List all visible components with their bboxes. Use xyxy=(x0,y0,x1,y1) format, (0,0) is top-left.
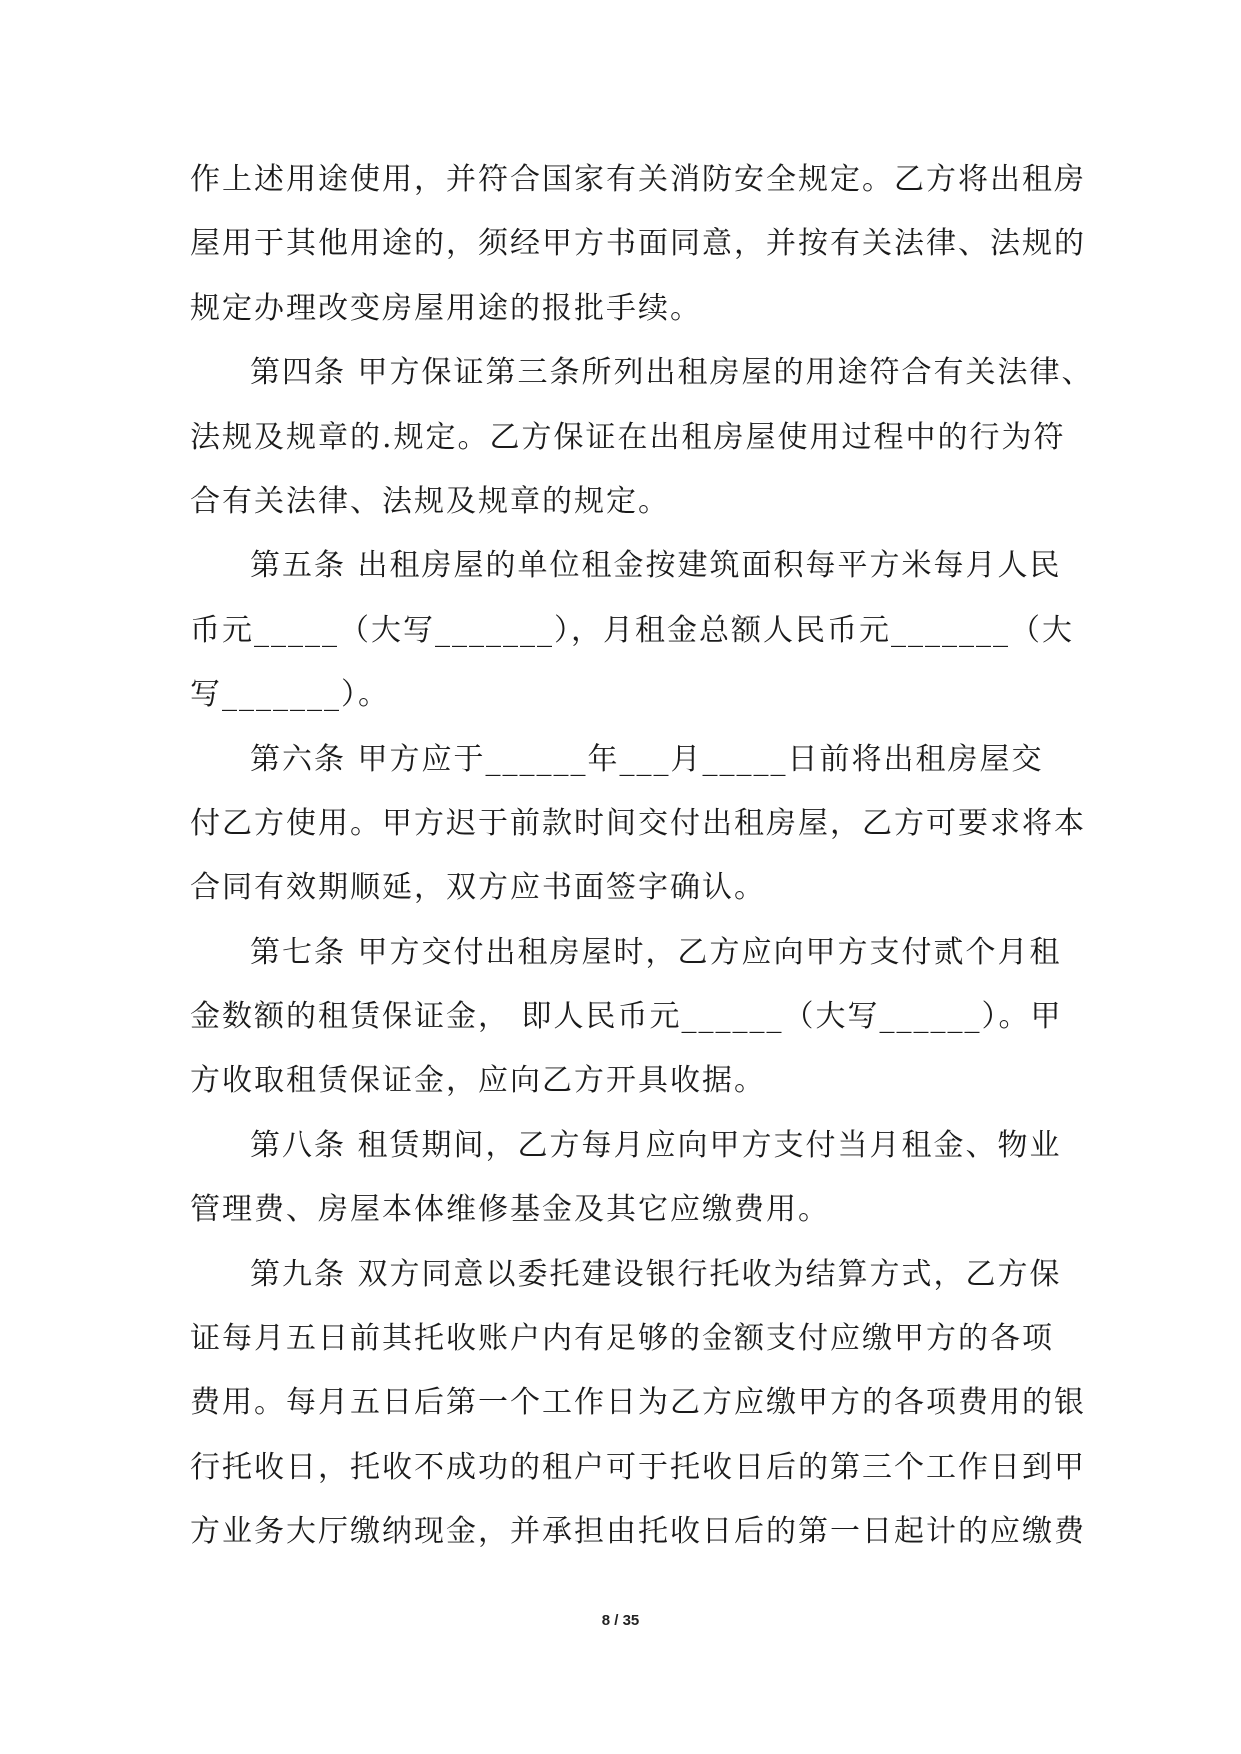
text-line: 写_______）。 xyxy=(190,677,390,713)
text-line: 管理费、房屋本体维修基金及其它应缴费用。 xyxy=(190,1192,830,1228)
text-line: 金数额的租赁保证金， 即人民币元______（大写______）。甲 xyxy=(190,999,1063,1035)
text-line: 法规及规章的.规定。乙方保证在出租房屋使用过程中的行为符 xyxy=(190,419,1066,455)
article-7-heading-line: 第七条 甲方交付出租房屋时，乙方应向甲方支付贰个月租 xyxy=(250,934,1062,970)
text-line: 币元_____（大写_______），月租金总额人民币元_______（大 xyxy=(190,612,1074,648)
text-line: 合有关法律、法规及规章的规定。 xyxy=(190,483,670,519)
article-4-heading-line: 第四条 甲方保证第三条所列出租房屋的用途符合有关法律、 xyxy=(250,355,1094,391)
article-9-heading-line: 第九条 双方同意以委托建设银行托收为结算方式，乙方保 xyxy=(250,1256,1062,1292)
text-line: 作上述用途使用，并符合国家有关消防安全规定。乙方将出租房 xyxy=(190,162,1086,197)
page-number: 8 / 35 xyxy=(601,1612,640,1629)
text-line: 行托收日，托收不成功的租户可于托收日后的第三个工作日到甲 xyxy=(190,1449,1086,1485)
text-line: 合同有效期顺延，双方应书面签字确认。 xyxy=(190,870,766,906)
article-6-heading-line: 第六条 甲方应于______年___月_____日前将出租房屋交 xyxy=(250,741,1044,777)
text-line: 方收取租赁保证金，应向乙方开具收据。 xyxy=(190,1063,766,1099)
text-line: 规定办理改变房屋用途的报批手续。 xyxy=(190,290,702,326)
article-5-heading-line: 第五条 出租房屋的单位租金按建筑面积每平方米每月人民 xyxy=(250,548,1062,584)
text-line: 费用。每月五日后第一个工作日为乙方应缴甲方的各项费用的银 xyxy=(190,1385,1086,1421)
contract-body-text xyxy=(190,148,1094,1565)
text-line: 付乙方使用。甲方迟于前款时间交付出租房屋，乙方可要求将本 xyxy=(190,805,1086,841)
text-line: 证每月五日前其托收账户内有足够的金额支付应缴甲方的各项 xyxy=(190,1321,1054,1357)
text-line: 方业务大厅缴纳现金，并承担由托收日后的第一日起计的应缴费 xyxy=(190,1514,1086,1550)
text-line: 屋用于其他用途的，须经甲方书面同意，并按有关法律、法规的 xyxy=(190,226,1086,262)
article-8-heading-line: 第八条 租赁期间，乙方每月应向甲方支付当月租金、物业 xyxy=(250,1127,1062,1163)
